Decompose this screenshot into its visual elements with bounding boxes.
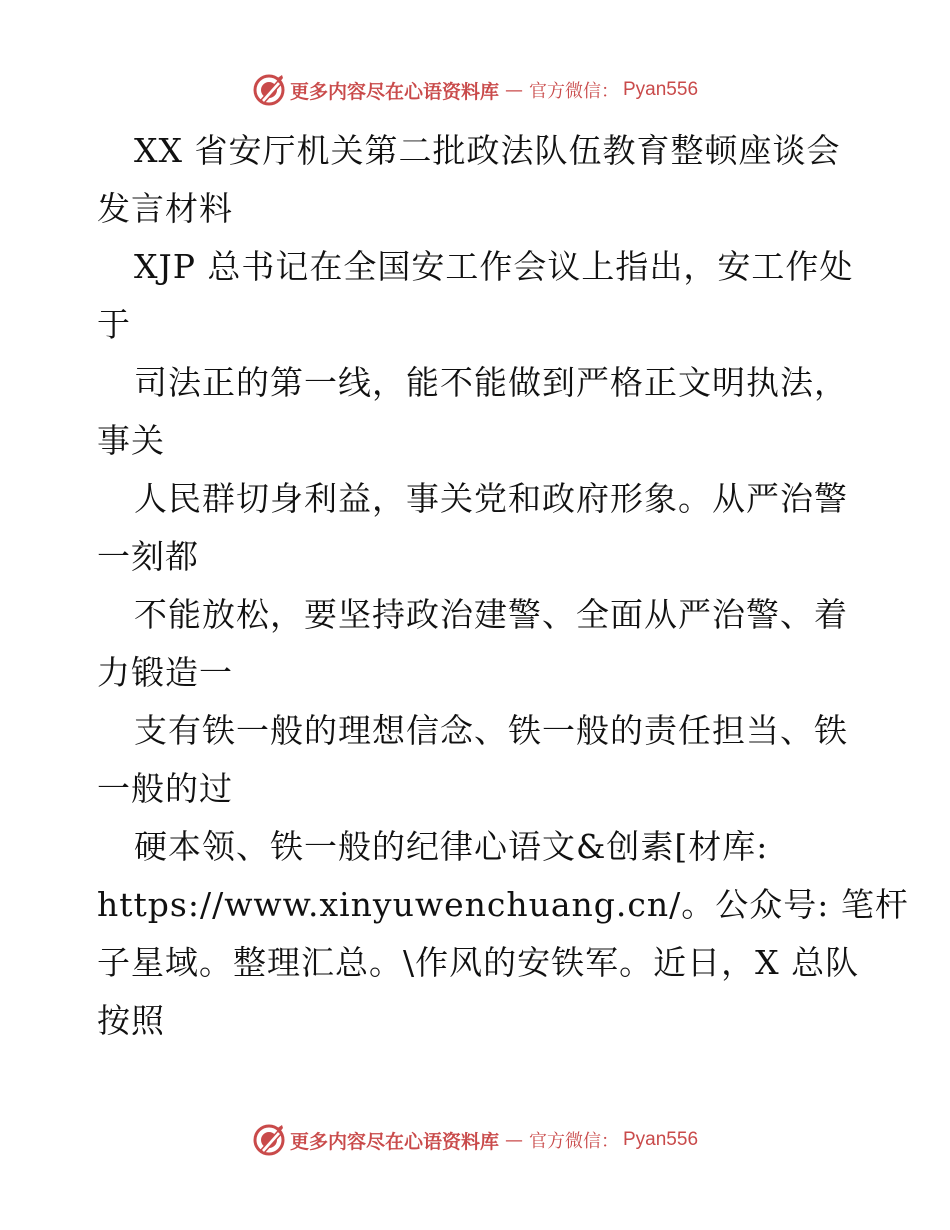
paragraph-line: 按照 (97, 1001, 165, 1040)
title-line-1: XX 省安厅机关第二批政法队伍教育整顿座谈会 (134, 131, 841, 170)
paragraph-line: 人民群切身利益，事关党和政府形象。从严治警 (134, 479, 848, 518)
header-wechat-id: Pyan556 (623, 79, 699, 100)
paragraph-line: 力锻造一 (97, 653, 233, 692)
paragraph-line: 司法正的第一线，能不能做到严格正文明执法， (134, 363, 848, 402)
footer-wechat-id: Pyan556 (623, 1129, 699, 1150)
header-dash: — (505, 79, 523, 101)
paragraph-line: 一般的过 (97, 769, 233, 808)
pen-logo-icon (252, 1123, 286, 1157)
paragraph-line: 于 (97, 305, 131, 344)
paragraph-line: 支有铁一般的理想信念、铁一般的责任担当、铁 (134, 711, 848, 750)
paragraph-line: 不能放松，要坚持政治建警、全面从严治警、着 (134, 595, 848, 634)
header-banner (252, 73, 698, 107)
header-contact-label: 官方微信： (529, 81, 619, 102)
document-body (97, 122, 909, 1050)
header-banner-text: 更多内容尽在心语资料库 (289, 80, 499, 103)
paragraph-line: 事关 (97, 421, 165, 460)
paragraph-line-url: https://www.xinyuwenchuang.cn/。公众号: 笔杆 (97, 885, 909, 924)
paragraph-line: 一刻都 (97, 537, 199, 576)
pen-logo-icon (252, 73, 286, 107)
paragraph-line: XJP 总书记在全国安工作会议上指出，安工作处 (134, 247, 854, 286)
paragraph-line: 子星域。整理汇总。\作风的安铁军。近日，X 总队 (97, 943, 860, 982)
footer-banner (252, 1123, 698, 1157)
title-line-2: 发言材料 (97, 189, 233, 228)
paragraph-line: 硬本领、铁一般的纪律心语文&创素[材库: (134, 827, 769, 866)
footer-banner-text: 更多内容尽在心语资料库 (289, 1130, 499, 1153)
page-header (0, 70, 950, 110)
page-footer (0, 1120, 950, 1160)
footer-dash: — (505, 1129, 523, 1151)
footer-contact-label: 官方微信： (529, 1131, 619, 1152)
